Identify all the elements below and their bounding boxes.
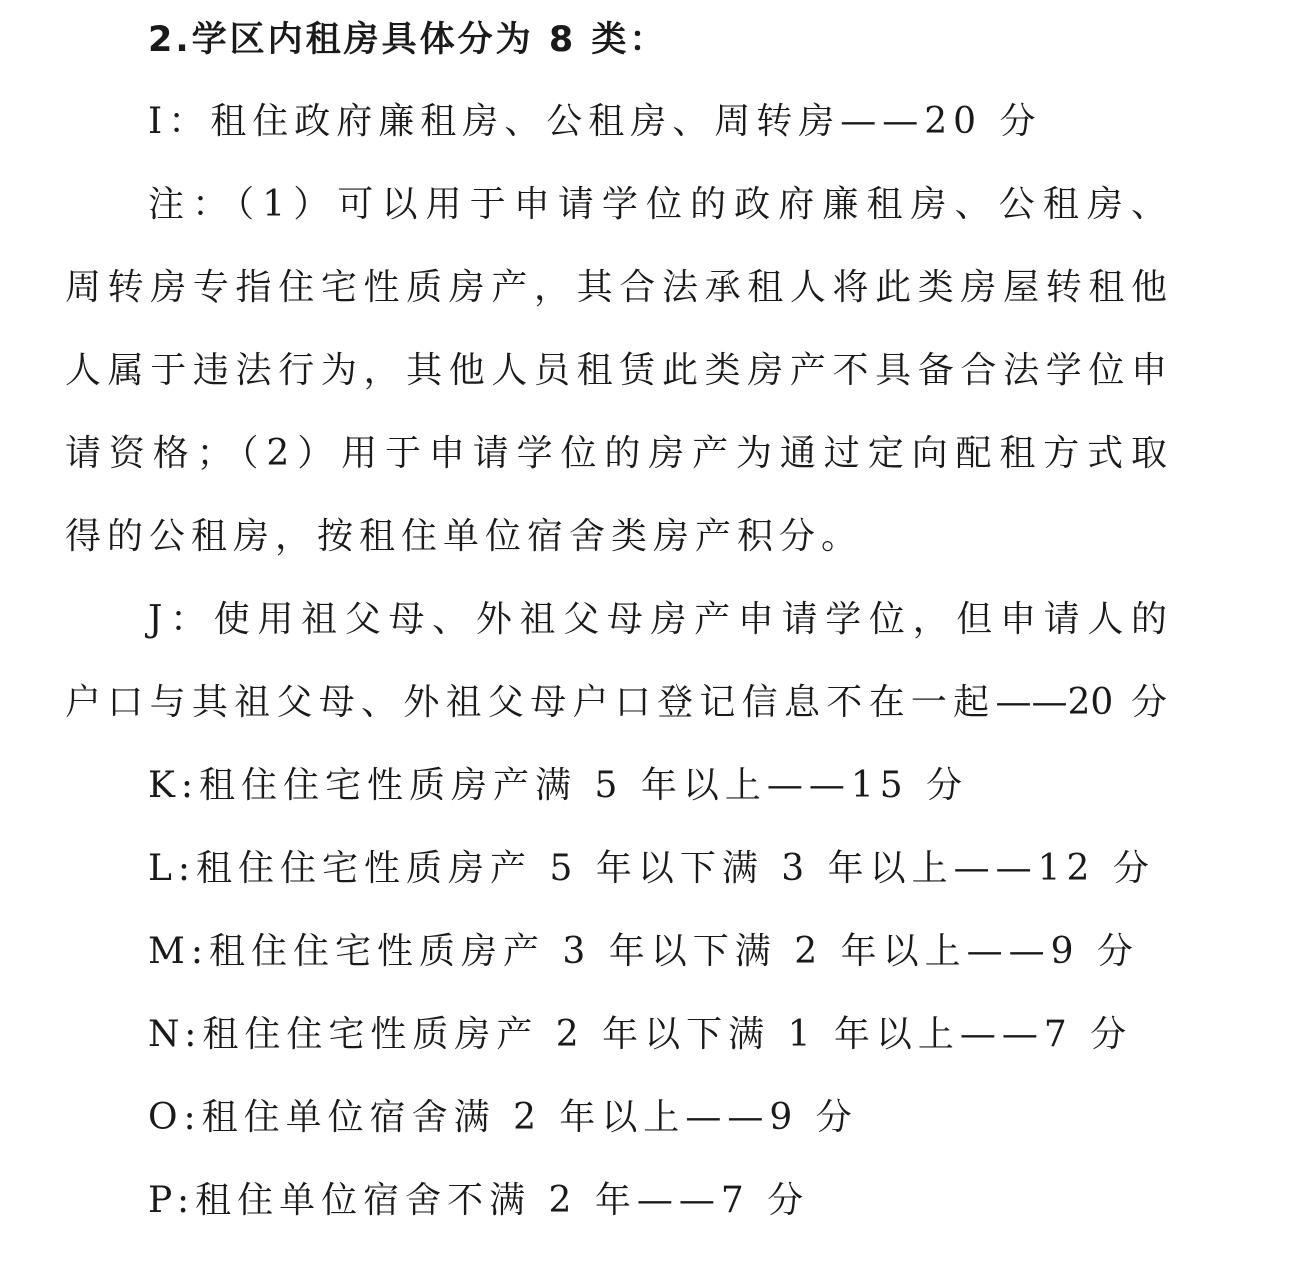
text-line: K:租住住宅性质房产满 5 年以上——15 分 — [148, 765, 969, 806]
text-line: 得的公租房，按租住单位宿舍类房产积分。 — [65, 516, 864, 557]
text-line: J：使用祖父母、外祖父母房产申请学位，但申请人的 — [148, 599, 1167, 640]
text-line: N:租住住宅性质房产 2 年以下满 1 年以上——7 分 — [148, 1014, 1133, 1055]
text-line: 注：（1）可以用于申请学位的政府廉租房、公租房、 — [148, 184, 1167, 225]
text-line: L:租住住宅性质房产 5 年以下满 3 年以上——12 分 — [148, 848, 1155, 889]
text-line: 周转房专指住宅性质房产，其合法承租人将此类房屋转租他 — [65, 267, 1167, 308]
text-line: 户口与其祖父母、外祖父母户口登记信息不在一起——20 分 — [65, 682, 1167, 723]
text-line: M:租住住宅性质房产 3 年以下满 2 年以上——9 分 — [148, 931, 1139, 972]
text-line: O:租住单位宿舍满 2 年以上——9 分 — [148, 1097, 858, 1138]
text-line: 人属于违法行为，其他人员租赁此类房产不具备合法学位申 — [65, 350, 1167, 391]
text-line: I：租住政府廉租房、公租房、周转房——20 分 — [148, 101, 1042, 142]
text-line: 请资格；（2）用于申请学位的房产为通过定向配租方式取 — [65, 433, 1167, 474]
text-line: P:租住单位宿舍不满 2 年——7 分 — [148, 1180, 810, 1221]
section-heading: 2.学区内租房具体分为 8 类： — [148, 20, 668, 60]
